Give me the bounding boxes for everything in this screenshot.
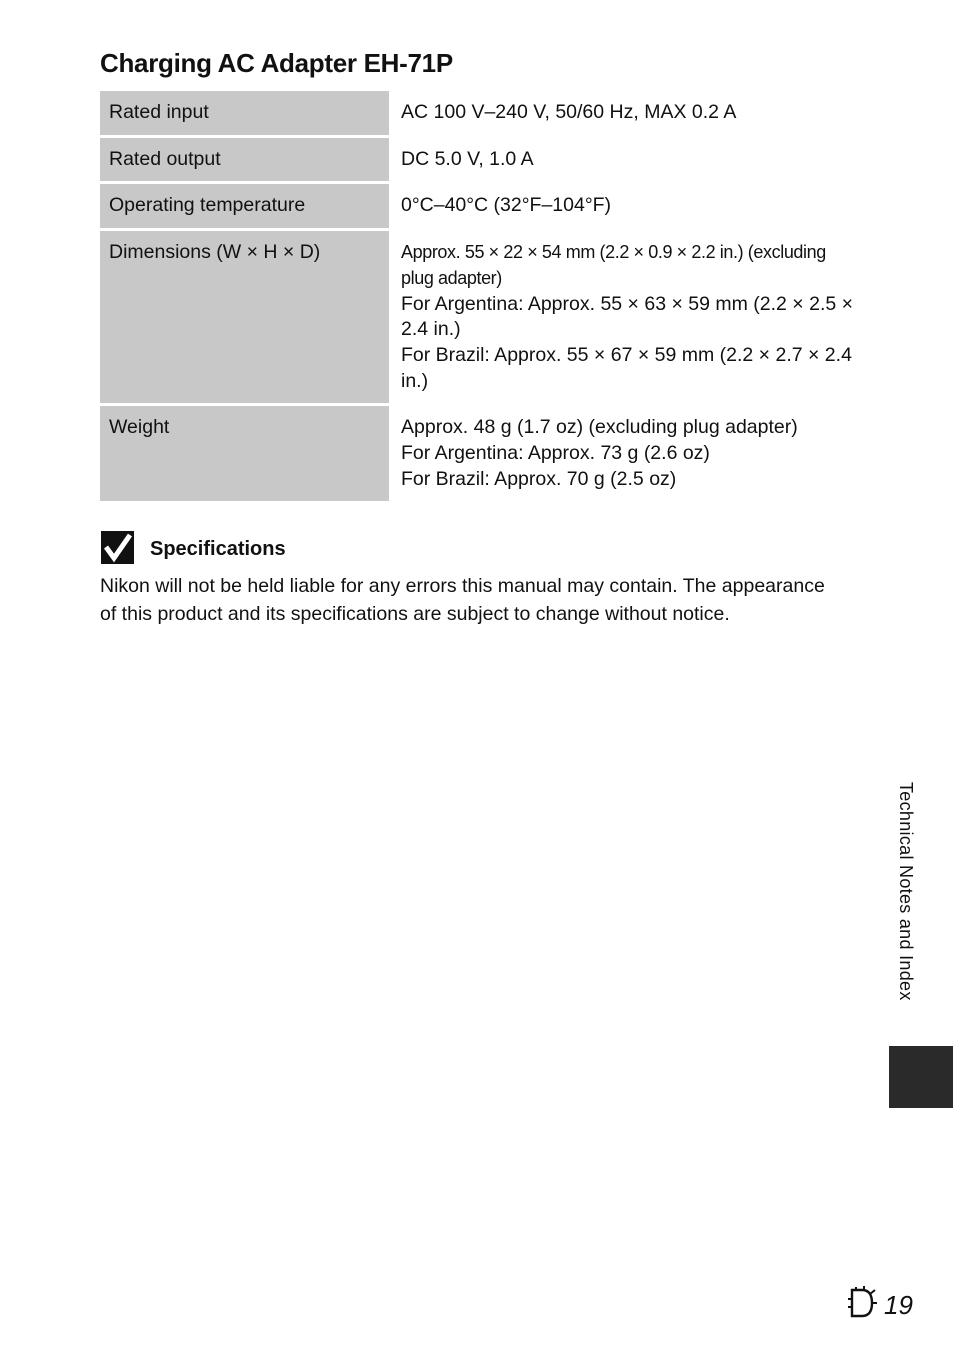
note-body-line: of this product and its specifications are subject to change without notice. xyxy=(100,603,730,625)
spec-label: Operating temperature xyxy=(100,183,390,230)
spec-value-line: For Argentina: Approx. 55 × 63 × 59 mm (2.2 × 2.5 × xyxy=(401,292,854,315)
spec-label: Rated output xyxy=(100,136,390,183)
note-heading: Specifications xyxy=(150,538,286,560)
page-number xyxy=(846,1288,913,1322)
checkmark-icon xyxy=(101,531,134,564)
spec-value xyxy=(390,136,855,183)
spec-value-line: For Brazil: Approx. 55 × 67 × 59 mm (2.2 × 2.7 × 2.4 xyxy=(401,343,852,366)
table-row xyxy=(100,136,855,183)
note-body-line: Nikon will not be held liable for any errors this manual may contain. The appearance xyxy=(100,575,825,597)
page-number-text: 19 xyxy=(884,1289,913,1320)
section-side-label: Technical Notes and Index xyxy=(896,782,916,1001)
spec-value-line: AC 100 V–240 V, 50/60 Hz, MAX 0.2 A xyxy=(401,101,737,123)
spec-label: Rated input xyxy=(100,91,390,136)
note-body xyxy=(100,572,860,628)
table-row xyxy=(100,230,855,405)
spec-value-line: Approx. 55 × 22 × 54 mm (2.2 × 0.9 × 2.2 in.) (excluding xyxy=(401,242,826,263)
spec-value-line: 2.4 in.) xyxy=(401,318,461,341)
spec-value-line: For Argentina: Approx. 73 g (2.6 oz) xyxy=(401,442,710,465)
spec-value xyxy=(390,183,855,230)
table-row xyxy=(100,91,855,136)
spec-value-line: For Brazil: Approx. 70 g (2.5 oz) xyxy=(401,467,677,490)
table-row xyxy=(100,405,855,502)
spec-label: Dimensions (W × H × D) xyxy=(100,230,390,405)
page-title: Charging AC Adapter EH-71P xyxy=(100,48,453,78)
spec-label: Weight xyxy=(100,405,390,502)
section-tab xyxy=(889,1046,953,1108)
spec-value-line: plug adapter) xyxy=(401,267,502,288)
technical-notes-icon xyxy=(846,1286,882,1325)
spec-value-line: in.) xyxy=(401,369,429,392)
table-row xyxy=(100,183,855,230)
spec-value xyxy=(390,405,855,502)
spec-value-line: DC 5.0 V, 1.0 A xyxy=(401,147,534,170)
spec-value-line: Approx. 48 g (1.7 oz) (excluding plug adapter) xyxy=(401,416,798,439)
spec-value xyxy=(390,91,855,136)
spec-value xyxy=(390,230,855,405)
spec-table xyxy=(100,91,855,501)
spec-value-line: 0°C–40°C (32°F–104°F) xyxy=(401,194,612,217)
